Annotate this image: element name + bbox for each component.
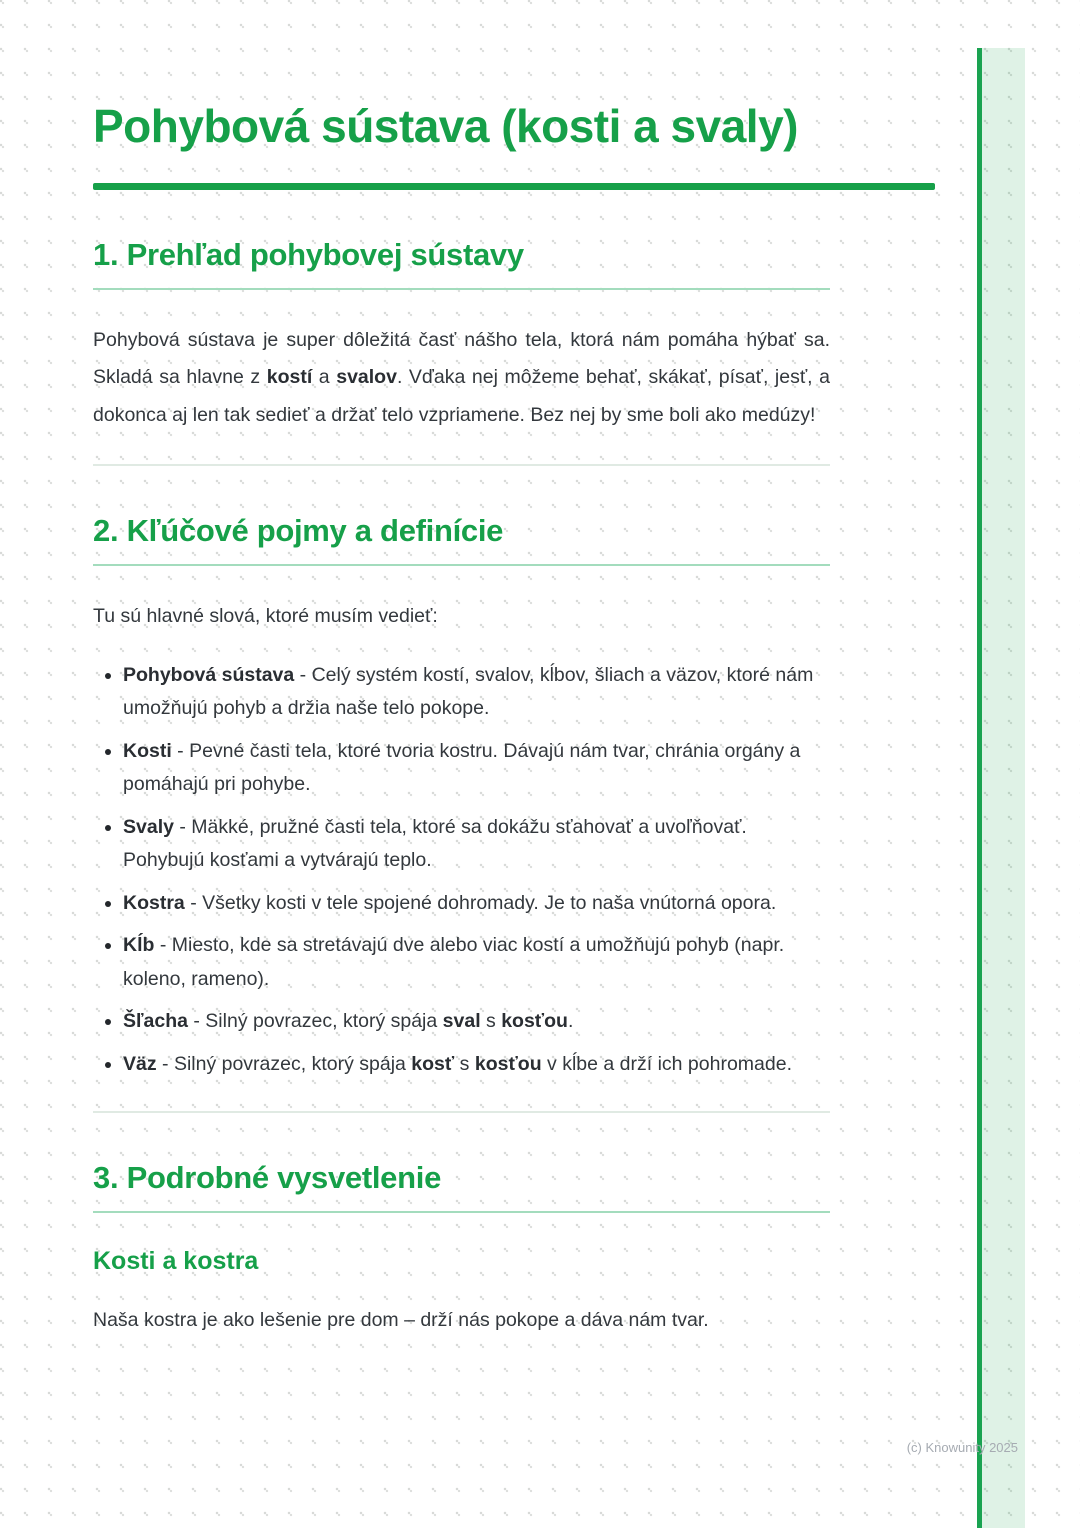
section-2-heading: 2. Kľúčové pojmy a definície: [93, 513, 504, 549]
list-item-svaly: • Svaly - Mäkké, pružné časti tela, ktoré sa dokážu sťahovať a uvoľňovať. Pohybujú kosťami a vytvárajú teplo.: [123, 811, 830, 878]
terms-intro: Tu sú hlavné slová, ktoré musím vedieť:: [93, 605, 438, 628]
list-item-klb: • Kĺb - Miesto, kde sa stretávajú dve alebo viac kostí a umožňujú pohyb (napr. koleno, rameno).: [123, 929, 830, 996]
terms-list: [93, 659, 830, 1082]
section-1-paragraph: Pohybová sústava je super dôležitá časť nášho tela, ktorá nám pomáha hýbať sa. Skladá sa hlavne z kostí a svalov. Vďaka nej môžeme behať, skákať, písať, jesť, a dokonca aj len tak sedieť a držať telo vzpriamene. Bez nej by sme boli ako medúzy!: [93, 328, 831, 426]
list-item-kostra: • Kostra - Všetky kosti v tele spojené dohromady. Je to naša vnútorná opora.: [123, 887, 830, 921]
document-content: [93, 0, 935, 1340]
section-divider-1: [93, 464, 830, 466]
subsection-kosti-a-kostra-heading: Kosti a kostra: [93, 1247, 259, 1276]
list-item-vaz: • Väz - Silný povrazec, ktorý spája kosť s kosťou v kĺbe a drží ich pohromade.: [123, 1048, 830, 1082]
section-2-underline: [93, 564, 830, 566]
copyright-note: (c) Knowunity 2025: [906, 1440, 1018, 1455]
section-3-heading: 3. Podrobné vysvetlenie: [93, 1160, 442, 1196]
list-item-kosti: • Kosti - Pevné časti tela, ktoré tvoria kostru. Dávajú nám tvar, chránia orgány a pomáhajú pri pohybe.: [123, 735, 830, 802]
list-item-slacha: • Šľacha - Silný povrazec, ktorý spája sval s kosťou.: [123, 1005, 830, 1039]
section-overview: [93, 237, 935, 434]
list-item-pohybova-sustava: • Pohybová sústava - Celý systém kostí, svalov, kĺbov, šliach a väzov, ktoré nám umožňujú pohyb a držia naše telo pokope.: [123, 659, 830, 726]
right-margin-stripe: [977, 48, 1025, 1528]
section-1-underline: [93, 288, 830, 290]
section-1-heading: 1. Prehľad pohybovej sústavy: [93, 236, 524, 272]
subsection-paragraph: Naša kostra je ako lešenie pre dom – drží nás pokope a dáva nám tvar.: [93, 1309, 709, 1332]
section-divider-2: [93, 1111, 830, 1113]
section-details: [93, 1160, 935, 1339]
page-title: Pohybová sústava (kosti a svaly): [93, 100, 798, 152]
section-3-underline: [93, 1211, 830, 1213]
title-rule: [93, 183, 935, 190]
section-terms: [93, 513, 935, 1081]
